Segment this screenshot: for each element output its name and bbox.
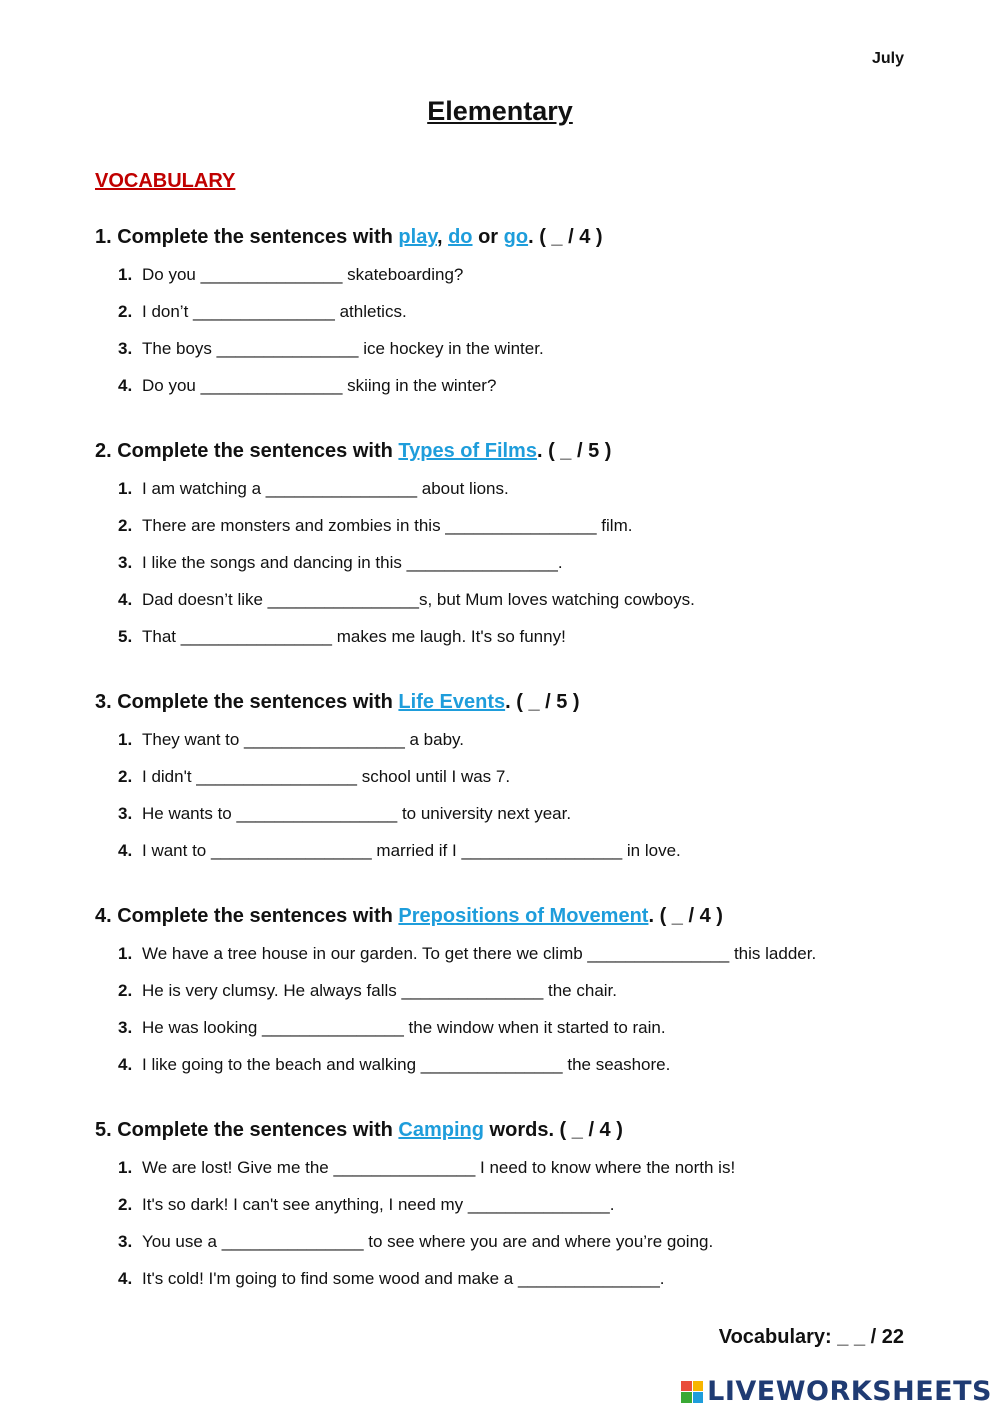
- sentence-item: 2. I didn't _________________ school until I was 7.: [118, 767, 511, 786]
- sentence-item: 4. Dad doesn’t like ________________s, but Mum loves watching cowboys.: [118, 590, 695, 609]
- sentence-item: 1. We have a tree house in our garden. To get there we climb _______________ this ladder.: [118, 944, 817, 963]
- sentence-item: 3. He wants to _________________ to university next year.: [118, 804, 572, 823]
- sentence-item: 3. I like the songs and dancing in this ________________.: [118, 553, 563, 572]
- sentence-list: [95, 479, 960, 664]
- keyword-link: Camping: [398, 1119, 484, 1141]
- exercise-3: [95, 691, 960, 878]
- keyword-link: Life Events: [398, 691, 506, 713]
- exercise-1: [95, 226, 960, 413]
- page-title: Elementary: [427, 96, 573, 126]
- exercise-heading: 1. Complete the sentences with play, do or go. ( _ / 4 ): [95, 226, 603, 248]
- keyword-link: go: [503, 226, 529, 248]
- logo-text: LIVEWORKSHEETS: [707, 1376, 992, 1407]
- sentence-item: 4. I like going to the beach and walking _______________ the seashore.: [118, 1055, 671, 1074]
- sentence-list: [95, 265, 960, 413]
- sentence-item: 1. Do you _______________ skateboarding?: [118, 265, 464, 284]
- sentence-item: 5. That ________________ makes me laugh. It's so funny!: [118, 627, 566, 646]
- vocabulary-score: Vocabulary: _ _ / 22: [718, 1326, 904, 1348]
- sentence-item: 4. It's cold! I'm going to find some wood and make a _______________.: [118, 1269, 665, 1288]
- section-heading: VOCABULARY: [95, 170, 236, 192]
- sentence-item: 4. I want to _________________ married if I _________________ in love.: [118, 841, 681, 860]
- sentence-item: 2. There are monsters and zombies in this ________________ film.: [118, 516, 633, 535]
- keyword-link: play: [398, 226, 437, 248]
- sentence-list: [95, 730, 960, 878]
- sentence-item: 2. It's so dark! I can't see anything, I need my _______________.: [118, 1195, 615, 1214]
- sentence-item: 1. They want to _________________ a baby.: [118, 730, 465, 749]
- sentence-list: [95, 944, 960, 1092]
- keyword-link: do: [448, 226, 473, 248]
- sentence-list: [95, 1158, 960, 1306]
- exercise-2: [95, 440, 960, 664]
- exercise-heading: 2. Complete the sentences with Types of Films. ( _ / 5 ): [95, 440, 612, 462]
- sentence-item: 1. We are lost! Give me the _______________ I need to know where the north is!: [118, 1158, 736, 1177]
- exercise-5: [95, 1119, 960, 1306]
- keyword-link: Types of Films: [398, 440, 537, 462]
- exercise-heading: 5. Complete the sentences with Camping words. ( _ / 4 ): [95, 1119, 623, 1141]
- exercise-heading: 3. Complete the sentences with Life Events. ( _ / 5 ): [95, 691, 580, 713]
- keyword-link: Prepositions of Movement: [398, 905, 649, 927]
- sentence-item: 1. I am watching a ________________ about lions.: [118, 479, 509, 498]
- sentence-item: 3. You use a _______________ to see where you are and where you’re going.: [118, 1232, 714, 1251]
- sentence-item: 2. I don’t _______________ athletics.: [118, 302, 407, 321]
- sentence-item: 3. The boys _______________ ice hockey in the winter.: [118, 339, 544, 358]
- sentence-item: 2. He is very clumsy. He always falls _______________ the chair.: [118, 981, 617, 1000]
- month-label: July: [871, 50, 904, 67]
- liveworksheets-logo: [681, 1376, 992, 1407]
- exercise-heading: 4. Complete the sentences with Prepositions of Movement. ( _ / 4 ): [95, 905, 723, 927]
- sentence-item: 3. He was looking _______________ the window when it started to rain.: [118, 1018, 666, 1037]
- sentence-item: 4. Do you _______________ skiing in the winter?: [118, 376, 497, 395]
- exercise-4: [95, 905, 960, 1092]
- logo-icon: [681, 1381, 703, 1403]
